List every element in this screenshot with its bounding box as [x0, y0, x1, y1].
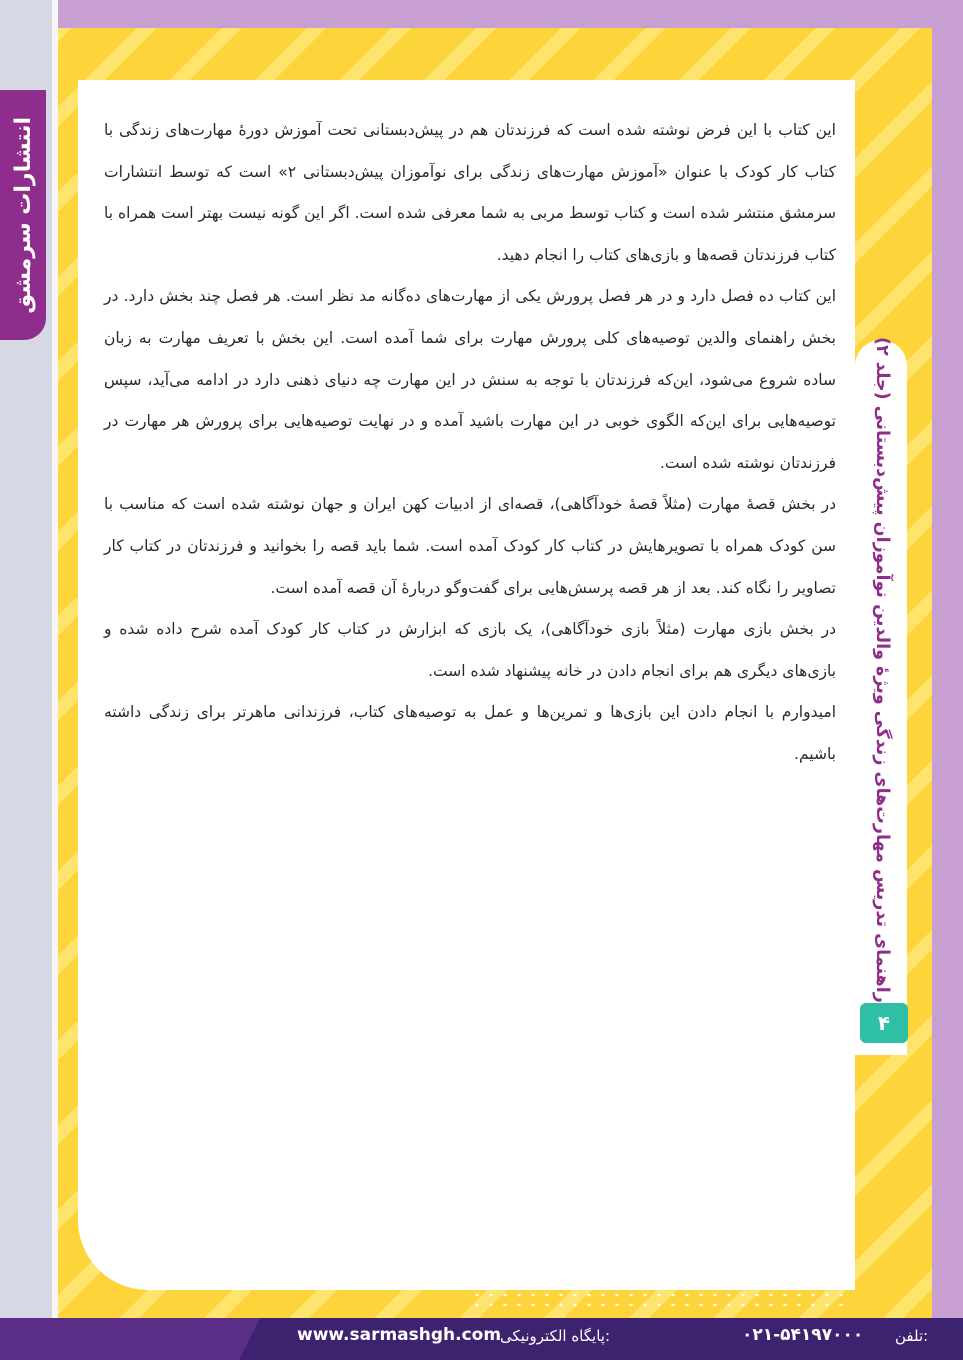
paragraph: امیدوارم با انجام دادن این بازی‌ها و تمرین‌ها و عمل به توصیه‌های کتاب، فرزندانی ماهرتر برای زندگی داشته باشیم. [104, 703, 836, 763]
publisher-name: انتشارات سرمشق [10, 116, 36, 314]
book-title-vertical [860, 337, 904, 1003]
body-text [104, 110, 836, 776]
paragraph: این کتاب با این فرض نوشته شده است که فرزندتان هم در پیش‌دبستانی تحت آموزش دورهٔ مهارت‌های زندگی با کتاب کار کودک با عنوان «آموزش مهارت‌های زندگی برای نوآموزان پیش‌دبستانی ۲» است که توسط انتشارات سرمشق منتشر شده است و کتاب توسط مربی به شما معرفی شده است. اگر این گونه نیست بهتر است همراه با کتاب فرزندتان قصه‌ها و بازی‌های کتاب را انجام دهید. [104, 121, 836, 264]
website-url[interactable]: www.sarmashgh.com [297, 1325, 502, 1345]
top-band [52, 0, 963, 28]
book-title: راهنمای تدریس مهارت‌های زندگی ویژهٔ والدین نوآموزان پیش‌دبستانی (جلد ۲) [872, 337, 892, 1003]
publisher-tab [0, 90, 46, 340]
right-band [932, 0, 963, 1318]
paragraph: در بخش بازی مهارت (مثلاً بازی خودآگاهی)، یک بازی که ابزارش در کتاب کار کودک آمده شرح داده شده و بازی‌های دیگری هم برای انجام دادن در خانه پیشنهاد شده است. [104, 620, 836, 680]
page-number: ۴ [860, 1003, 908, 1043]
paragraph: در بخش قصهٔ مهارت (مثلاً قصهٔ خودآگاهی)، قصه‌ای از ادبیات کهن ایران و جهان نوشته شده است که مناسب با سن کودک همراه با تصویرهایش در کتاب کار کودک آمده است. شما باید قصه را بخوانید و فرزندتان در کتاب کار تصاویر را نگاه کند. بعد از هر قصه پرسش‌هایی برای گفت‌وگو دربارهٔ آن قصه آمده است. [104, 495, 836, 597]
paragraph: این کتاب ده فصل دارد و در هر فصل پرورش یکی از مهارت‌های ده‌گانه مد نظر است. هر فصل چند بخش دارد. در بخش راهنمای والدین توصیه‌های کلی پرورش مهارت برای شما آمده است. این بخش با تعریف مهارت به زبان ساده شروع می‌شود، این‌که فرزندتان با توجه به سنش در این مهارت چه دنیای ذهنی دارد در ادامه می‌آید، سپس توصیه‌هایی برای این‌که الگوی خوبی در این مهارت باشید آمده و در نهایت توصیه‌هایی برای پرورش هر مهارت در فرزندتان نوشته شده است. [104, 287, 836, 472]
website-label: پایگاه الکترونیکی: [500, 1327, 611, 1345]
phone-number: ۰۲۱-۵۴۱۹۷۰۰۰ [742, 1325, 864, 1345]
decorative-dots [470, 1290, 850, 1310]
phone-label: تلفن: [895, 1327, 929, 1345]
